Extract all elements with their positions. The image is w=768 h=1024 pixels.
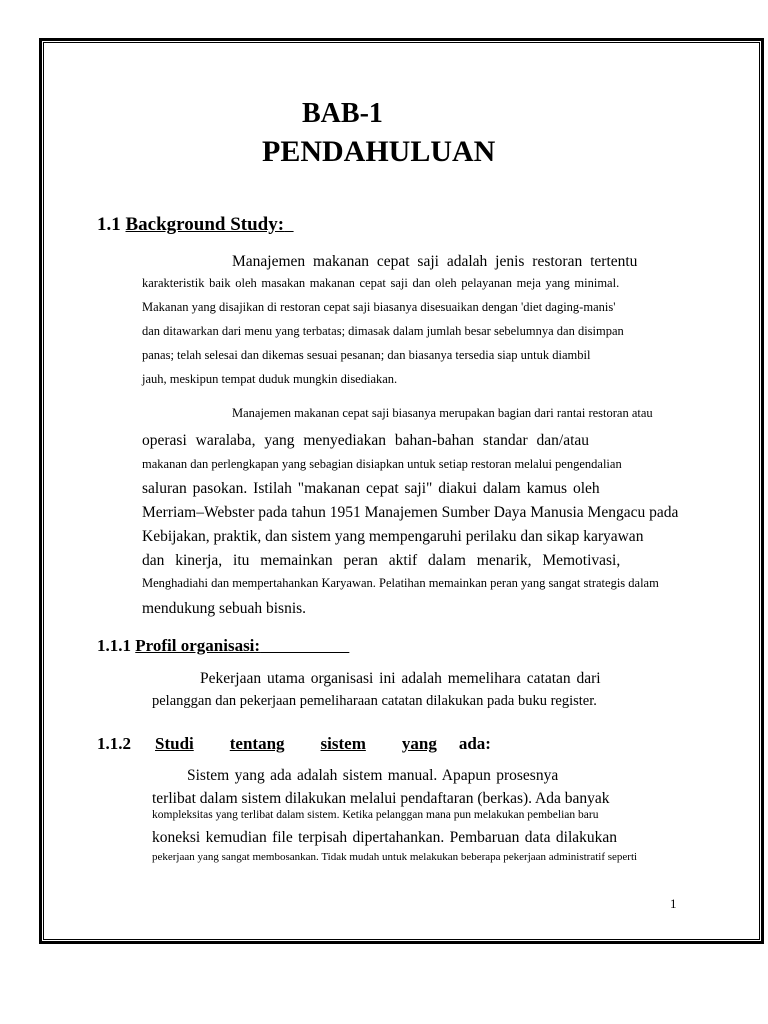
paragraph-line: mendukung sebuah bisnis. [142,600,307,617]
section-title-word: yang [401,734,437,753]
page-number: 1 [670,896,677,911]
paragraph-line: pekerjaan yang sangat membosankan. Tidak mudah untuk melakukan beberapa pekerjaan administratif seperti [152,851,638,863]
chapter-label: BAB-1 [302,98,383,129]
paragraph-line: jauh, meskipun tempat duduk mungkin disediakan. [142,372,398,386]
section-heading-1-1-2 [97,734,491,754]
paragraph-line: dan kinerja, itu memainkan peran aktif dalam menarik, Memotivasi, [142,552,621,569]
paragraph-line: Merriam–Webster pada tahun 1951 Manajemen Sumber Daya Manusia Mengacu pada [142,504,679,521]
paragraph-line: Manajemen makanan cepat saji adalah jenis restoran tertentu [232,253,638,270]
section-number: 1.1.1 [97,636,131,655]
section-heading-1-1 [97,214,294,236]
paragraph-line: dan ditawarkan dari menu yang terbatas; dimasak dalam jumlah besar sebelumnya dan disimpan [142,324,624,338]
paragraph-line: koneksi kemudian file terpisah dipertahankan. Pembaruan data dilakukan [152,829,618,846]
paragraph-line: Pekerjaan utama organisasi ini adalah memelihara catatan dari [200,670,601,687]
paragraph-line: terlibat dalam sistem dilakukan melalui pendaftaran (berkas). Ada banyak [152,790,610,807]
chapter-title: PENDAHULUAN [262,135,496,168]
paragraph-line: Sistem yang ada adalah sistem manual. Apapun prosesnya [187,767,559,784]
section-title-word: tentang [229,734,285,753]
section-number: 1.1.2 [97,734,131,753]
paragraph-line: panas; telah selesai dan dikemas sesuai pesanan; dan biasanya tersedia siap untuk diambil [142,348,591,362]
section-title-word: sistem [320,734,366,753]
paragraph-line: Manajemen makanan cepat saji biasanya merupakan bagian dari rantai restoran atau [232,406,653,420]
paragraph-line: operasi waralaba, yang menyediakan bahan-bahan standar dan/atau [142,432,590,449]
paragraph-line: Kebijakan, praktik, dan sistem yang mempengaruhi perilaku dan sikap karyawan [142,528,644,545]
paragraph-line: Makanan yang disajikan di restoran cepat saji biasanya disesuaikan dengan 'diet daging-manis' [142,300,616,314]
paragraph-line: pelanggan dan pekerjaan pemeliharaan catatan dilakukan pada buku register. [152,693,597,709]
paragraph-line: saluran pasokan. Istilah "makanan cepat saji" diakui dalam kamus oleh [142,480,600,497]
paragraph-line: makanan dan perlengkapan yang sebagian disiapkan untuk setiap restoran melalui pengendalian [142,457,622,471]
section-number: 1.1 [97,214,121,235]
section-title: Background Study: [125,214,285,235]
section-title: Profil organisasi: [135,636,261,655]
paragraph-line: karakteristik baik oleh masakan makanan cepat saji dan oleh pelayanan meja yang minimal. [142,276,620,290]
section-title-word: Studi [155,734,194,753]
paragraph-line: Menghadiahi dan mempertahankan Karyawan. Pelatihan memainkan peran yang sangat strategis dalam [142,576,659,590]
section-title-end: ada: [458,734,491,753]
section-heading-1-1-1 [97,636,349,656]
paragraph-line: kompleksitas yang terlibat dalam sistem. Ketika pelanggan mana pun melakukan pembelian baru [152,809,599,821]
